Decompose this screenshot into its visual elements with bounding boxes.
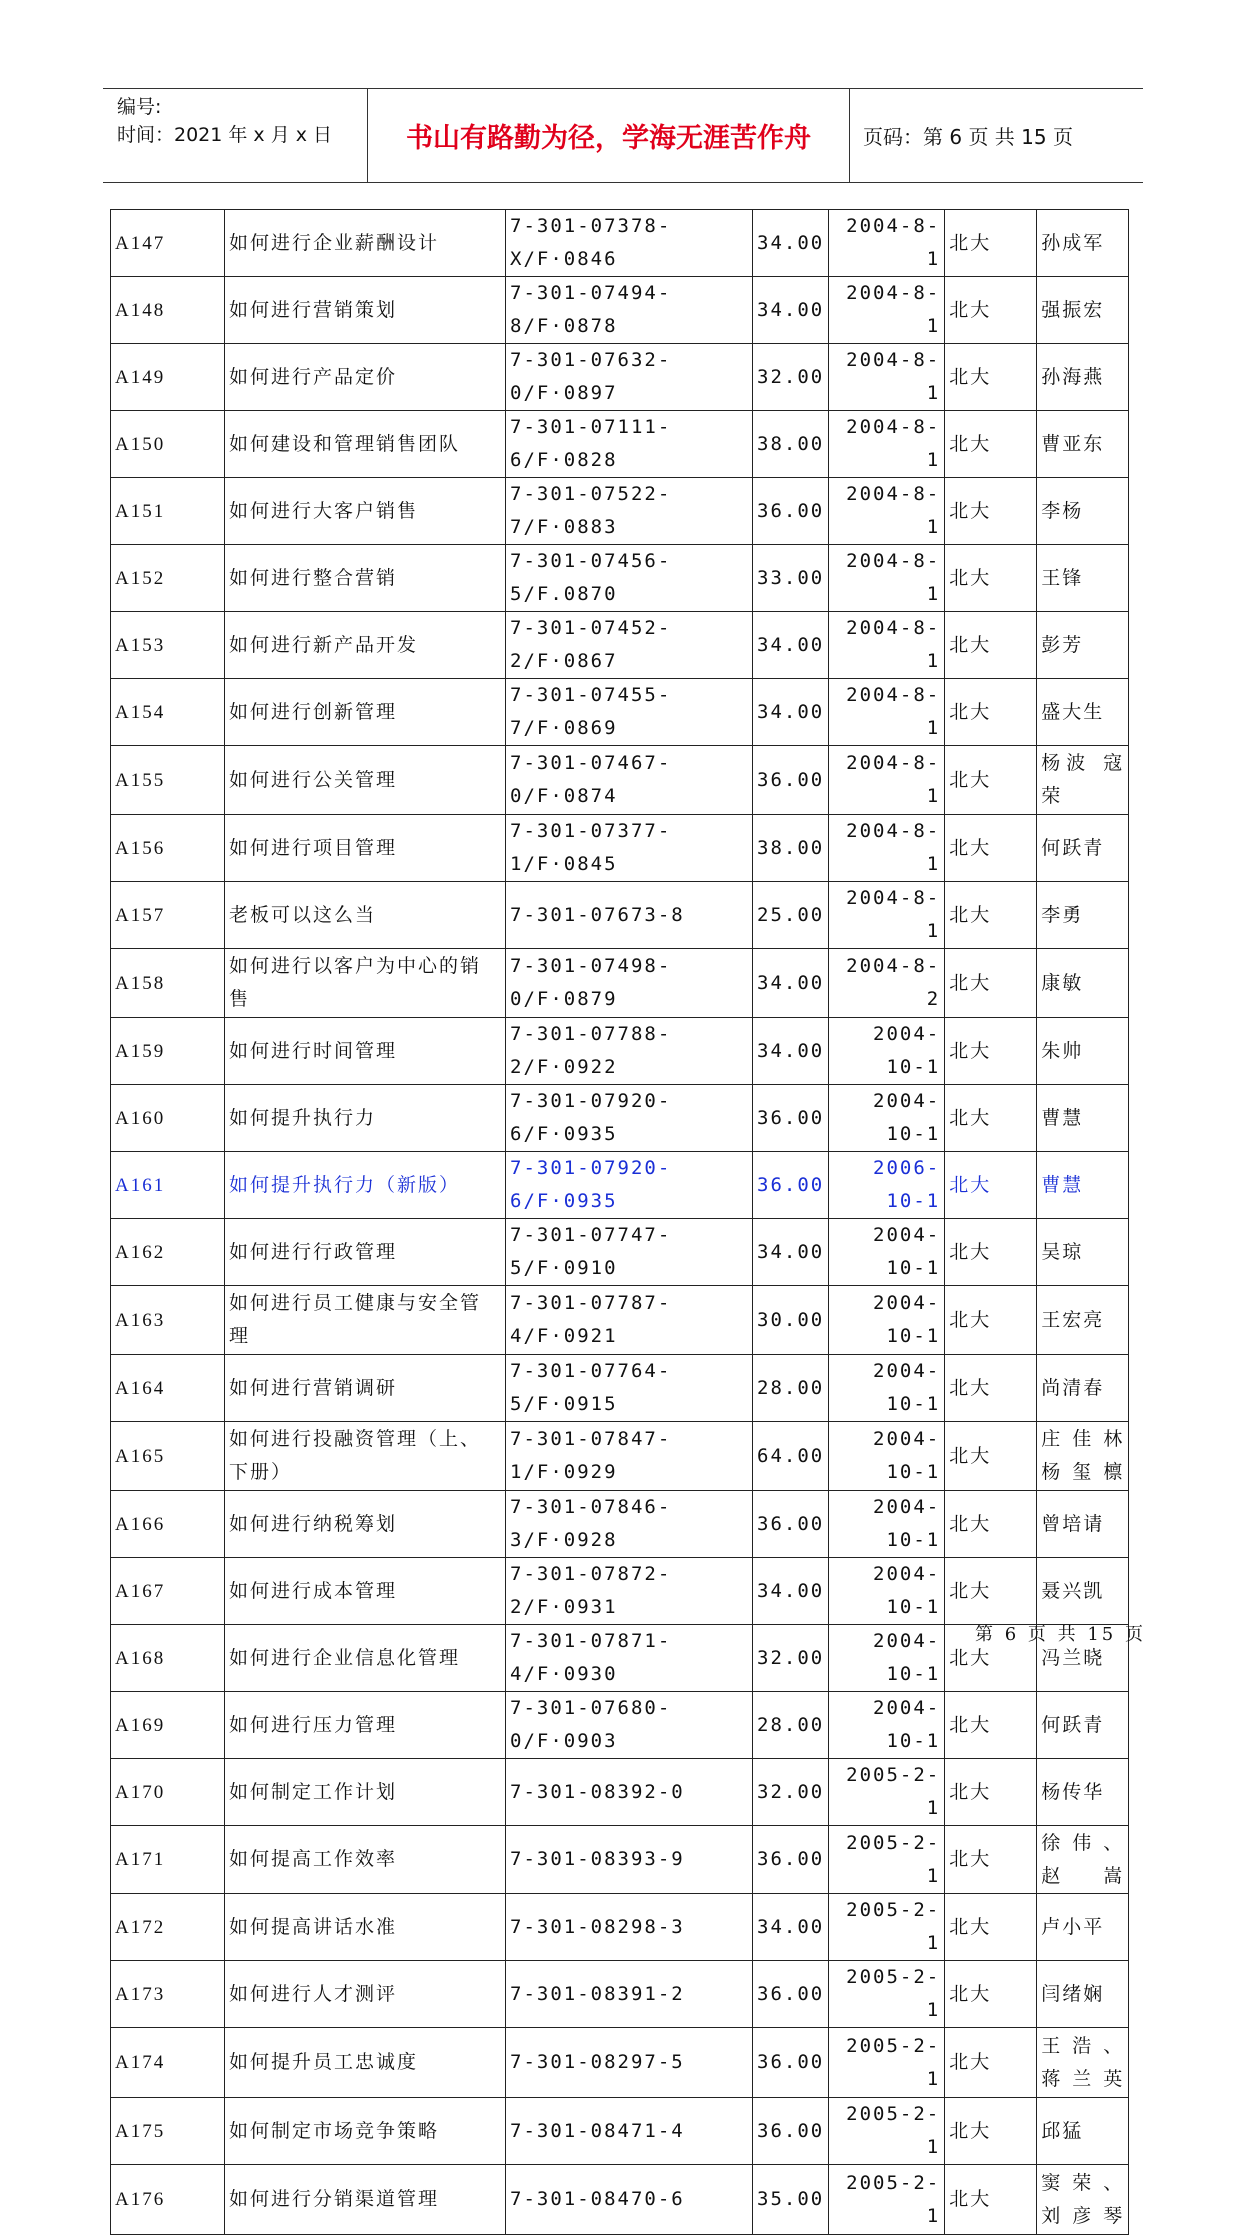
header-page-label: 页码：第 6 页 共 15 页 [863,125,1073,149]
table-row [111,882,1129,949]
book-author-cell: 王锋 [1037,545,1129,612]
book-isbn-cell: 7-301-07494-8/F·0878 [506,277,753,344]
book-id-cell: A149 [111,344,225,411]
table-row [111,1152,1129,1219]
table-row [111,746,1129,815]
book-id-cell: A154 [111,679,225,746]
book-title-cell: 如何进行时间管理 [225,1018,506,1085]
book-isbn-cell: 7-301-07680-0/F·0903 [506,1692,753,1759]
book-price-cell: 34.00 [753,679,829,746]
book-title-cell: 如何提升执行力 [225,1085,506,1152]
book-date-cell: 2005-2-1 [829,2165,945,2235]
book-title-cell: 如何进行产品定价 [225,344,506,411]
book-date-cell: 2004-8-1 [829,411,945,478]
book-date-cell: 2004-10-1 [829,1692,945,1759]
book-author-cell: 何跃青 [1037,1692,1129,1759]
book-date-cell: 2004-8-2 [829,949,945,1018]
book-price-cell: 34.00 [753,1018,829,1085]
book-title-cell: 如何进行公关管理 [225,746,506,815]
book-title-cell: 如何提高讲话水准 [225,1894,506,1961]
book-title-cell: 如何进行行政管理 [225,1219,506,1286]
book-id-cell: A159 [111,1018,225,1085]
book-id-cell: A171 [111,1826,225,1894]
book-date-cell: 2004-10-1 [829,1558,945,1625]
book-title-cell: 如何进行大客户销售 [225,478,506,545]
book-author-cell: 王浩、蒋兰英 [1037,2028,1129,2098]
book-date-cell: 2005-2-1 [829,1826,945,1894]
book-date-cell: 2004-8-1 [829,277,945,344]
book-price-cell: 32.00 [753,1759,829,1826]
book-isbn-cell: 7-301-07377-1/F·0845 [506,815,753,882]
book-date-cell: 2006-10-1 [829,1152,945,1219]
book-isbn-cell: 7-301-08393-9 [506,1826,753,1894]
book-date-cell: 2004-10-1 [829,1219,945,1286]
book-title-cell: 如何进行以客户为中心的销售 [225,949,506,1018]
table-row [111,210,1129,277]
book-id-cell: A170 [111,1759,225,1826]
book-date-cell: 2004-10-1 [829,1085,945,1152]
book-author-cell: 彭芳 [1037,612,1129,679]
table-row [111,1219,1129,1286]
book-date-cell: 2004-10-1 [829,1355,945,1422]
book-publisher-cell: 北大 [945,1491,1037,1558]
table-row [111,1018,1129,1085]
book-isbn-cell: 7-301-07467-0/F·0874 [506,746,753,815]
book-price-cell: 34.00 [753,612,829,679]
book-publisher-cell: 北大 [945,210,1037,277]
book-author-cell: 曹慧 [1037,1085,1129,1152]
book-publisher-cell: 北大 [945,1152,1037,1219]
table-row [111,612,1129,679]
book-author-cell: 卢小平 [1037,1894,1129,1961]
book-publisher-cell: 北大 [945,411,1037,478]
book-title-cell: 如何进行营销策划 [225,277,506,344]
book-id-cell: A166 [111,1491,225,1558]
book-title-cell: 如何进行营销调研 [225,1355,506,1422]
book-price-cell: 36.00 [753,746,829,815]
table-row [111,1558,1129,1625]
book-publisher-cell: 北大 [945,1961,1037,2028]
book-price-cell: 30.00 [753,1286,829,1355]
book-title-cell: 老板可以这么当 [225,882,506,949]
book-author-cell: 曾培请 [1037,1491,1129,1558]
book-isbn-cell: 7-301-07788-2/F·0922 [506,1018,753,1085]
book-isbn-cell: 7-301-08298-3 [506,1894,753,1961]
book-isbn-cell: 7-301-07452-2/F·0867 [506,612,753,679]
book-id-cell: A163 [111,1286,225,1355]
header-divider [849,89,850,182]
book-date-cell: 2004-8-1 [829,679,945,746]
book-title-cell: 如何进行人才测评 [225,1961,506,2028]
book-date-cell: 2004-8-1 [829,815,945,882]
book-id-cell: A160 [111,1085,225,1152]
book-date-cell: 2004-8-1 [829,746,945,815]
book-price-cell: 35.00 [753,2165,829,2235]
book-price-cell: 34.00 [753,1219,829,1286]
book-publisher-cell: 北大 [945,1355,1037,1422]
book-date-cell: 2004-8-1 [829,612,945,679]
book-date-cell: 2004-10-1 [829,1018,945,1085]
book-author-cell: 朱帅 [1037,1018,1129,1085]
book-publisher-cell: 北大 [945,1692,1037,1759]
book-isbn-cell: 7-301-07764-5/F·0915 [506,1355,753,1422]
book-author-cell: 窦荣、刘彦琴 [1037,2165,1129,2235]
book-author-cell: 孙海燕 [1037,344,1129,411]
book-price-cell: 34.00 [753,1894,829,1961]
book-date-cell: 2004-8-1 [829,545,945,612]
book-author-cell: 冯兰晓 [1037,1625,1129,1692]
book-price-cell: 36.00 [753,1085,829,1152]
book-price-cell: 36.00 [753,1961,829,2028]
book-title-cell: 如何提升执行力（新版） [225,1152,506,1219]
book-title-cell: 如何建设和管理销售团队 [225,411,506,478]
book-author-cell: 闫绪娴 [1037,1961,1129,2028]
book-date-cell: 2005-2-1 [829,1759,945,1826]
book-author-cell: 吴琼 [1037,1219,1129,1286]
book-isbn-cell: 7-301-07920-6/F·0935 [506,1152,753,1219]
book-title-cell: 如何进行员工健康与安全管理 [225,1286,506,1355]
table-row [111,1692,1129,1759]
book-price-cell: 38.00 [753,411,829,478]
book-author-cell: 聂兴凯 [1037,1558,1129,1625]
book-id-cell: A176 [111,2165,225,2235]
book-isbn-cell: 7-301-07378-X/F·0846 [506,210,753,277]
book-publisher-cell: 北大 [945,2098,1037,2165]
book-publisher-cell: 北大 [945,2028,1037,2098]
book-date-cell: 2005-2-1 [829,2028,945,2098]
book-publisher-cell: 北大 [945,277,1037,344]
book-author-cell: 杨传华 [1037,1759,1129,1826]
book-price-cell: 34.00 [753,277,829,344]
book-title-cell: 如何进行纳税筹划 [225,1491,506,1558]
book-price-cell: 32.00 [753,1625,829,1692]
book-title-cell: 如何制定工作计划 [225,1759,506,1826]
book-isbn-cell: 7-301-07846-3/F·0928 [506,1491,753,1558]
book-publisher-cell: 北大 [945,1219,1037,1286]
book-isbn-cell: 7-301-07522-7/F·0883 [506,478,753,545]
book-price-cell: 34.00 [753,210,829,277]
book-date-cell: 2004-10-1 [829,1625,945,1692]
book-title-cell: 如何进行分销渠道管理 [225,2165,506,2235]
table-row [111,1759,1129,1826]
page-header [103,88,1143,183]
book-author-cell: 强振宏 [1037,277,1129,344]
book-id-cell: A152 [111,545,225,612]
book-title-cell: 如何进行企业薪酬设计 [225,210,506,277]
book-isbn-cell: 7-301-08297-5 [506,2028,753,2098]
table-row [111,949,1129,1018]
book-publisher-cell: 北大 [945,2165,1037,2235]
book-id-cell: A165 [111,1422,225,1491]
book-isbn-cell: 7-301-07847-1/F·0929 [506,1422,753,1491]
book-price-cell: 36.00 [753,2028,829,2098]
book-author-cell: 康敏 [1037,949,1129,1018]
book-author-cell: 李杨 [1037,478,1129,545]
table-row [111,1491,1129,1558]
book-publisher-cell: 北大 [945,679,1037,746]
book-author-cell: 尚清春 [1037,1355,1129,1422]
book-title-cell: 如何进行企业信息化管理 [225,1625,506,1692]
table-row [111,1961,1129,2028]
book-table [110,209,1129,2235]
book-author-cell: 盛大生 [1037,679,1129,746]
book-date-cell: 2004-8-1 [829,344,945,411]
book-date-cell: 2005-2-1 [829,2098,945,2165]
book-price-cell: 36.00 [753,2098,829,2165]
book-id-cell: A174 [111,2028,225,2098]
book-price-cell: 34.00 [753,949,829,1018]
book-publisher-cell: 北大 [945,1894,1037,1961]
book-isbn-cell: 7-301-07673-8 [506,882,753,949]
table-row [111,277,1129,344]
book-publisher-cell: 北大 [945,882,1037,949]
book-id-cell: A164 [111,1355,225,1422]
book-price-cell: 25.00 [753,882,829,949]
book-isbn-cell: 7-301-07747-5/F·0910 [506,1219,753,1286]
book-author-cell: 曹亚东 [1037,411,1129,478]
book-isbn-cell: 7-301-07498-0/F·0879 [506,949,753,1018]
book-id-cell: A150 [111,411,225,478]
book-isbn-cell: 7-301-07455-7/F·0869 [506,679,753,746]
book-id-cell: A169 [111,1692,225,1759]
book-isbn-cell: 7-301-07456-5/F.0870 [506,545,753,612]
table-row [111,2165,1129,2235]
book-author-cell: 徐伟、赵嵩 [1037,1826,1129,1894]
book-publisher-cell: 北大 [945,1018,1037,1085]
table-row [111,2098,1129,2165]
book-publisher-cell: 北大 [945,1558,1037,1625]
table-row [111,1826,1129,1894]
table-row [111,1355,1129,1422]
table-row [111,411,1129,478]
table-row [111,2028,1129,2098]
book-title-cell: 如何进行成本管理 [225,1558,506,1625]
book-publisher-cell: 北大 [945,344,1037,411]
book-title-cell: 如何进行新产品开发 [225,612,506,679]
book-publisher-cell: 北大 [945,1759,1037,1826]
book-title-cell: 如何进行整合营销 [225,545,506,612]
book-author-cell: 杨波 寇荣 [1037,746,1129,815]
book-id-cell: A157 [111,882,225,949]
book-id-cell: A173 [111,1961,225,2028]
book-id-cell: A172 [111,1894,225,1961]
table-row [111,1422,1129,1491]
book-id-cell: A156 [111,815,225,882]
table-row [111,478,1129,545]
book-date-cell: 2004-10-1 [829,1286,945,1355]
book-price-cell: 28.00 [753,1355,829,1422]
book-isbn-cell: 7-301-07871-4/F·0930 [506,1625,753,1692]
book-publisher-cell: 北大 [945,612,1037,679]
book-date-cell: 2004-8-1 [829,210,945,277]
book-publisher-cell: 北大 [945,1422,1037,1491]
book-title-cell: 如何进行项目管理 [225,815,506,882]
book-title-cell: 如何进行创新管理 [225,679,506,746]
book-title-cell: 如何制定市场竞争策略 [225,2098,506,2165]
book-price-cell: 36.00 [753,1826,829,1894]
book-date-cell: 2005-2-1 [829,1894,945,1961]
book-publisher-cell: 北大 [945,815,1037,882]
book-id-cell: A148 [111,277,225,344]
header-motto: 书山有路勤为径，学海无涯苦作舟 [406,123,811,154]
book-id-cell: A155 [111,746,225,815]
table-row [111,679,1129,746]
book-author-cell: 邱猛 [1037,2098,1129,2165]
book-author-cell: 孙成军 [1037,210,1129,277]
book-date-cell: 2005-2-1 [829,1961,945,2028]
header-time-label: 时间：2021 年 x 月 x 日 [117,124,333,146]
book-id-cell: A168 [111,1625,225,1692]
book-price-cell: 36.00 [753,478,829,545]
book-title-cell: 如何提升员工忠诚度 [225,2028,506,2098]
book-date-cell: 2004-10-1 [829,1491,945,1558]
book-date-cell: 2004-8-1 [829,478,945,545]
book-publisher-cell: 北大 [945,949,1037,1018]
header-number-label: 编号: [117,96,162,118]
book-price-cell: 36.00 [753,1491,829,1558]
book-price-cell: 38.00 [753,815,829,882]
book-title-cell: 如何进行压力管理 [225,1692,506,1759]
book-id-cell: A147 [111,210,225,277]
book-author-cell: 王宏亮 [1037,1286,1129,1355]
book-publisher-cell: 北大 [945,1085,1037,1152]
table-row [111,545,1129,612]
book-id-cell: A175 [111,2098,225,2165]
book-isbn-cell: 7-301-07632-0/F·0897 [506,344,753,411]
book-price-cell: 32.00 [753,344,829,411]
book-price-cell: 28.00 [753,1692,829,1759]
page-footer: 第 6 页 共 15 页 [975,1624,1146,1645]
book-author-cell: 庄 佳 林 杨玺檩 [1037,1422,1129,1491]
table-row [111,1085,1129,1152]
table-row [111,1894,1129,1961]
book-publisher-cell: 北大 [945,1625,1037,1692]
header-meta [117,93,365,181]
book-isbn-cell: 7-301-08391-2 [506,1961,753,2028]
book-publisher-cell: 北大 [945,1826,1037,1894]
book-date-cell: 2004-8-1 [829,882,945,949]
book-isbn-cell: 7-301-07787-4/F·0921 [506,1286,753,1355]
book-author-cell: 曹慧 [1037,1152,1129,1219]
book-id-cell: A153 [111,612,225,679]
book-id-cell: A162 [111,1219,225,1286]
book-isbn-cell: 7-301-08392-0 [506,1759,753,1826]
table-row [111,1286,1129,1355]
book-isbn-cell: 7-301-07872-2/F·0931 [506,1558,753,1625]
book-publisher-cell: 北大 [945,1286,1037,1355]
book-id-cell: A161 [111,1152,225,1219]
book-isbn-cell: 7-301-07920-6/F·0935 [506,1085,753,1152]
book-price-cell: 36.00 [753,1152,829,1219]
book-id-cell: A167 [111,1558,225,1625]
book-publisher-cell: 北大 [945,746,1037,815]
book-isbn-cell: 7-301-07111-6/F·0828 [506,411,753,478]
book-id-cell: A151 [111,478,225,545]
book-title-cell: 如何进行投融资管理（上、下册） [225,1422,506,1491]
book-price-cell: 33.00 [753,545,829,612]
book-author-cell: 李勇 [1037,882,1129,949]
book-publisher-cell: 北大 [945,478,1037,545]
book-date-cell: 2004-10-1 [829,1422,945,1491]
book-isbn-cell: 7-301-08470-6 [506,2165,753,2235]
book-table-body [111,210,1129,2235]
table-row [111,344,1129,411]
book-id-cell: A158 [111,949,225,1018]
book-author-cell: 何跃青 [1037,815,1129,882]
book-price-cell: 34.00 [753,1558,829,1625]
book-isbn-cell: 7-301-08471-4 [506,2098,753,2165]
book-publisher-cell: 北大 [945,545,1037,612]
table-row [111,815,1129,882]
book-title-cell: 如何提高工作效率 [225,1826,506,1894]
book-price-cell: 64.00 [753,1422,829,1491]
